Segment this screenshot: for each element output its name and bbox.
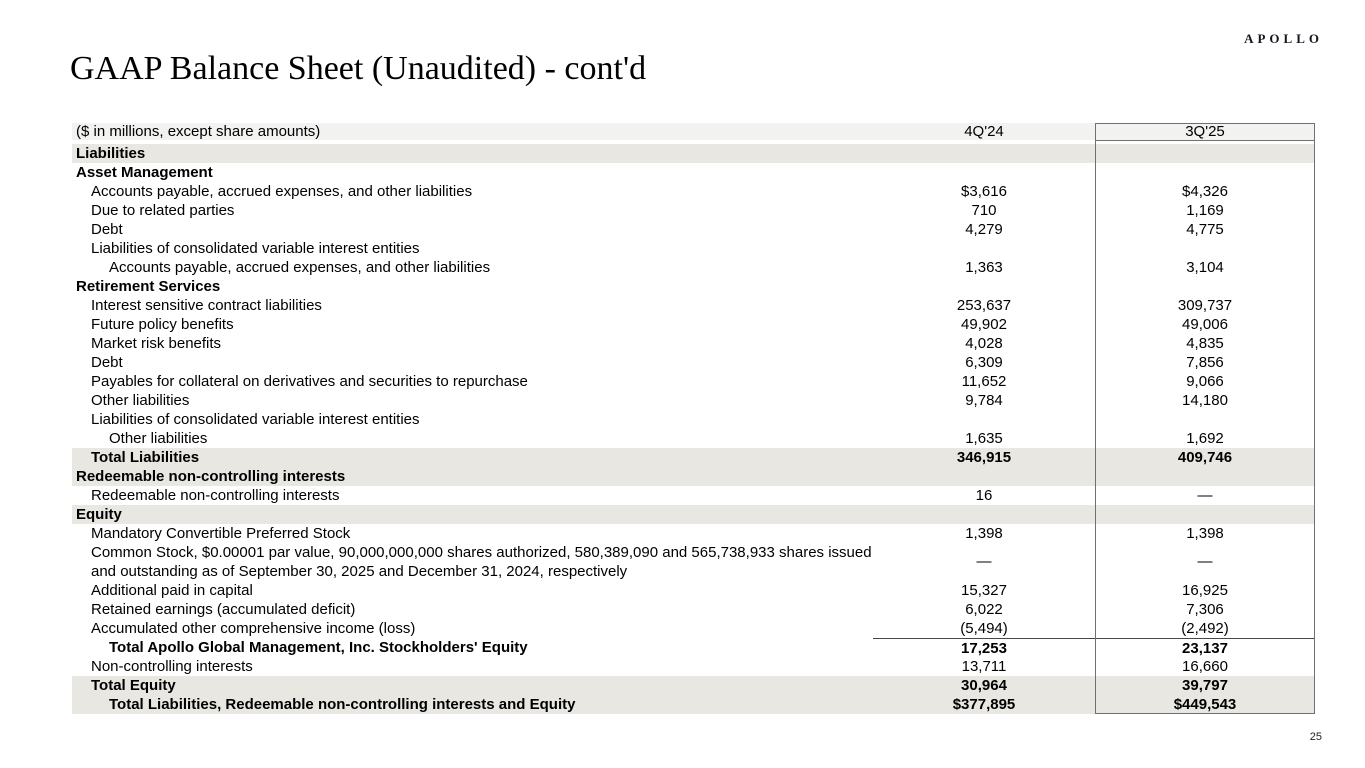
row-value-4q24: 6,309 [965,354,1003,371]
row-value-3q25: $449,543 [1173,696,1237,713]
row-value-4q24: 49,902 [961,316,1007,333]
table-header-row [72,123,1315,140]
table-row [72,543,1315,581]
row-label: Other liabilities [109,430,208,447]
row-label: Additional paid in capital [91,582,253,599]
row-label: Total Liabilities [91,449,200,466]
row-value-3q25: 4,775 [1186,221,1224,238]
row-value-4q24: 4,279 [965,221,1003,238]
row-label: Retained earnings (accumulated deficit) [91,601,356,618]
row-label: Redeemable non-controlling interests [76,468,346,485]
page-number: 25 [1309,731,1322,743]
table-row [72,353,1315,372]
row-value-3q25: 7,306 [1186,601,1224,618]
row-label: Non-controlling interests [91,658,253,675]
table-row [72,619,1315,638]
q3-25-header-divider [1095,140,1315,141]
row-value-4q24: 6,022 [965,601,1003,618]
row-label: Debt [91,354,123,371]
row-value-3q25: 23,137 [1095,638,1315,657]
row-value-3q25: — [1197,553,1213,570]
row-value-4q24 [873,163,1095,182]
row-value-3q25: (2,492) [1181,620,1229,637]
row-value-4q24: 253,637 [956,297,1012,314]
row-value-4q24 [873,239,1095,258]
row-label: Retirement Services [76,278,221,295]
row-label: Liabilities of consolidated variable interest entities [91,411,420,428]
row-label: Mandatory Convertible Preferred Stock [91,525,351,542]
table-row [72,581,1315,600]
table-row [72,695,1315,714]
row-value-3q25: 14,180 [1182,392,1228,409]
row-value-4q24 [873,467,1095,486]
header-units-label: ($ in millions, except share amounts) [76,123,321,140]
row-label: Total Equity [91,677,176,694]
row-value-3q25: 9,066 [1186,373,1224,390]
table-row [72,429,1315,448]
table-row [72,372,1315,391]
row-label: Debt [91,221,123,238]
row-value-4q24 [873,505,1095,524]
row-value-3q25 [1095,144,1315,163]
row-label: Due to related parties [91,202,235,219]
page-title: GAAP Balance Sheet (Unaudited) - cont'd [70,50,647,87]
row-value-4q24: 346,915 [956,449,1012,466]
row-value-3q25 [1095,410,1315,429]
row-value-3q25: 409,746 [1177,449,1233,466]
row-value-4q24: 4,028 [965,335,1003,352]
row-label: Common Stock, $0.00001 par value, 90,000,000,000 shares authorized, 580,389,090 and 565,738,933 shares issued and outstanding as of September 30, 2025 and December 31, 2024, respectively [91,544,872,580]
row-value-4q24: (5,494) [960,620,1008,637]
row-value-4q24: 15,327 [961,582,1007,599]
row-value-3q25: 1,169 [1186,202,1224,219]
row-label: Total Liabilities, Redeemable non-controlling interests and Equity [109,696,576,713]
row-value-3q25 [1095,505,1315,524]
table-row [72,334,1315,353]
table-row [72,277,1315,296]
table-rows [72,144,1315,714]
table-row [72,410,1315,429]
table-row [72,486,1315,505]
row-label: Asset Management [76,164,213,181]
table-row [72,201,1315,220]
row-label: Market risk benefits [91,335,222,352]
row-value-3q25: $4,326 [1182,183,1228,200]
table-row [72,391,1315,410]
row-label: Accumulated other comprehensive income (loss) [91,620,416,637]
row-label: Payables for collateral on derivatives and securities to repurchase [91,373,528,390]
header-col-3q25: 3Q'25 [1185,123,1225,140]
row-label: Equity [76,506,122,523]
row-value-3q25 [1095,467,1315,486]
table-row [72,163,1315,182]
apollo-logo: APOLLO [1244,31,1323,46]
row-value-4q24: $3,616 [961,183,1007,200]
table-row [72,524,1315,543]
row-label: Liabilities of consolidated variable interest entities [91,240,420,257]
row-value-3q25 [1095,277,1315,296]
row-label: Accounts payable, accrued expenses, and other liabilities [109,259,491,276]
row-label: Interest sensitive contract liabilities [91,297,322,314]
row-value-3q25: 16,660 [1182,658,1228,675]
row-value-4q24: 710 [971,202,997,219]
table-row [72,258,1315,277]
row-value-3q25: 3,104 [1186,259,1224,276]
row-value-4q24: 1,398 [965,525,1003,542]
table-row [72,220,1315,239]
row-value-3q25: 1,692 [1186,430,1224,447]
row-label: Liabilities [76,145,146,162]
row-label: Other liabilities [91,392,190,409]
row-value-4q24 [873,277,1095,296]
row-value-4q24: — [976,553,992,570]
row-value-4q24: 1,635 [965,430,1003,447]
row-value-4q24 [873,410,1095,429]
row-value-3q25: 39,797 [1182,677,1228,694]
row-value-3q25 [1095,163,1315,182]
header-col-4q24: 4Q'24 [964,123,1004,140]
row-value-4q24 [873,144,1095,163]
table-row [72,505,1315,524]
table-row [72,182,1315,201]
row-value-4q24: 16 [975,487,993,504]
table-row [72,467,1315,486]
row-value-4q24: 13,711 [961,658,1007,675]
row-value-3q25: 1,398 [1186,525,1224,542]
row-value-4q24: 17,253 [873,638,1095,657]
balance-sheet-table [72,123,1315,714]
row-value-3q25 [1095,239,1315,258]
table-row [72,315,1315,334]
row-value-3q25: 7,856 [1186,354,1224,371]
row-value-4q24: $377,895 [952,696,1016,713]
table-row [72,638,1315,657]
row-label: Accounts payable, accrued expenses, and other liabilities [91,183,473,200]
row-value-4q24: 1,363 [965,259,1003,276]
row-value-4q24: 11,652 [961,373,1007,390]
row-label: Total Apollo Global Management, Inc. Stockholders' Equity [109,639,528,656]
table-row [72,144,1315,163]
table-row [72,657,1315,676]
row-value-3q25: 309,737 [1177,297,1233,314]
table-row [72,239,1315,258]
table-row [72,448,1315,467]
row-value-4q24: 30,964 [961,677,1007,694]
row-value-3q25: 4,835 [1186,335,1224,352]
row-value-3q25: 16,925 [1182,582,1228,599]
row-label: Redeemable non-controlling interests [91,487,340,504]
table-row [72,600,1315,619]
row-value-3q25: — [1197,487,1213,504]
row-label: Future policy benefits [91,316,234,333]
table-row [72,296,1315,315]
row-value-3q25: 49,006 [1182,316,1228,333]
table-row [72,676,1315,695]
row-value-4q24: 9,784 [965,392,1003,409]
